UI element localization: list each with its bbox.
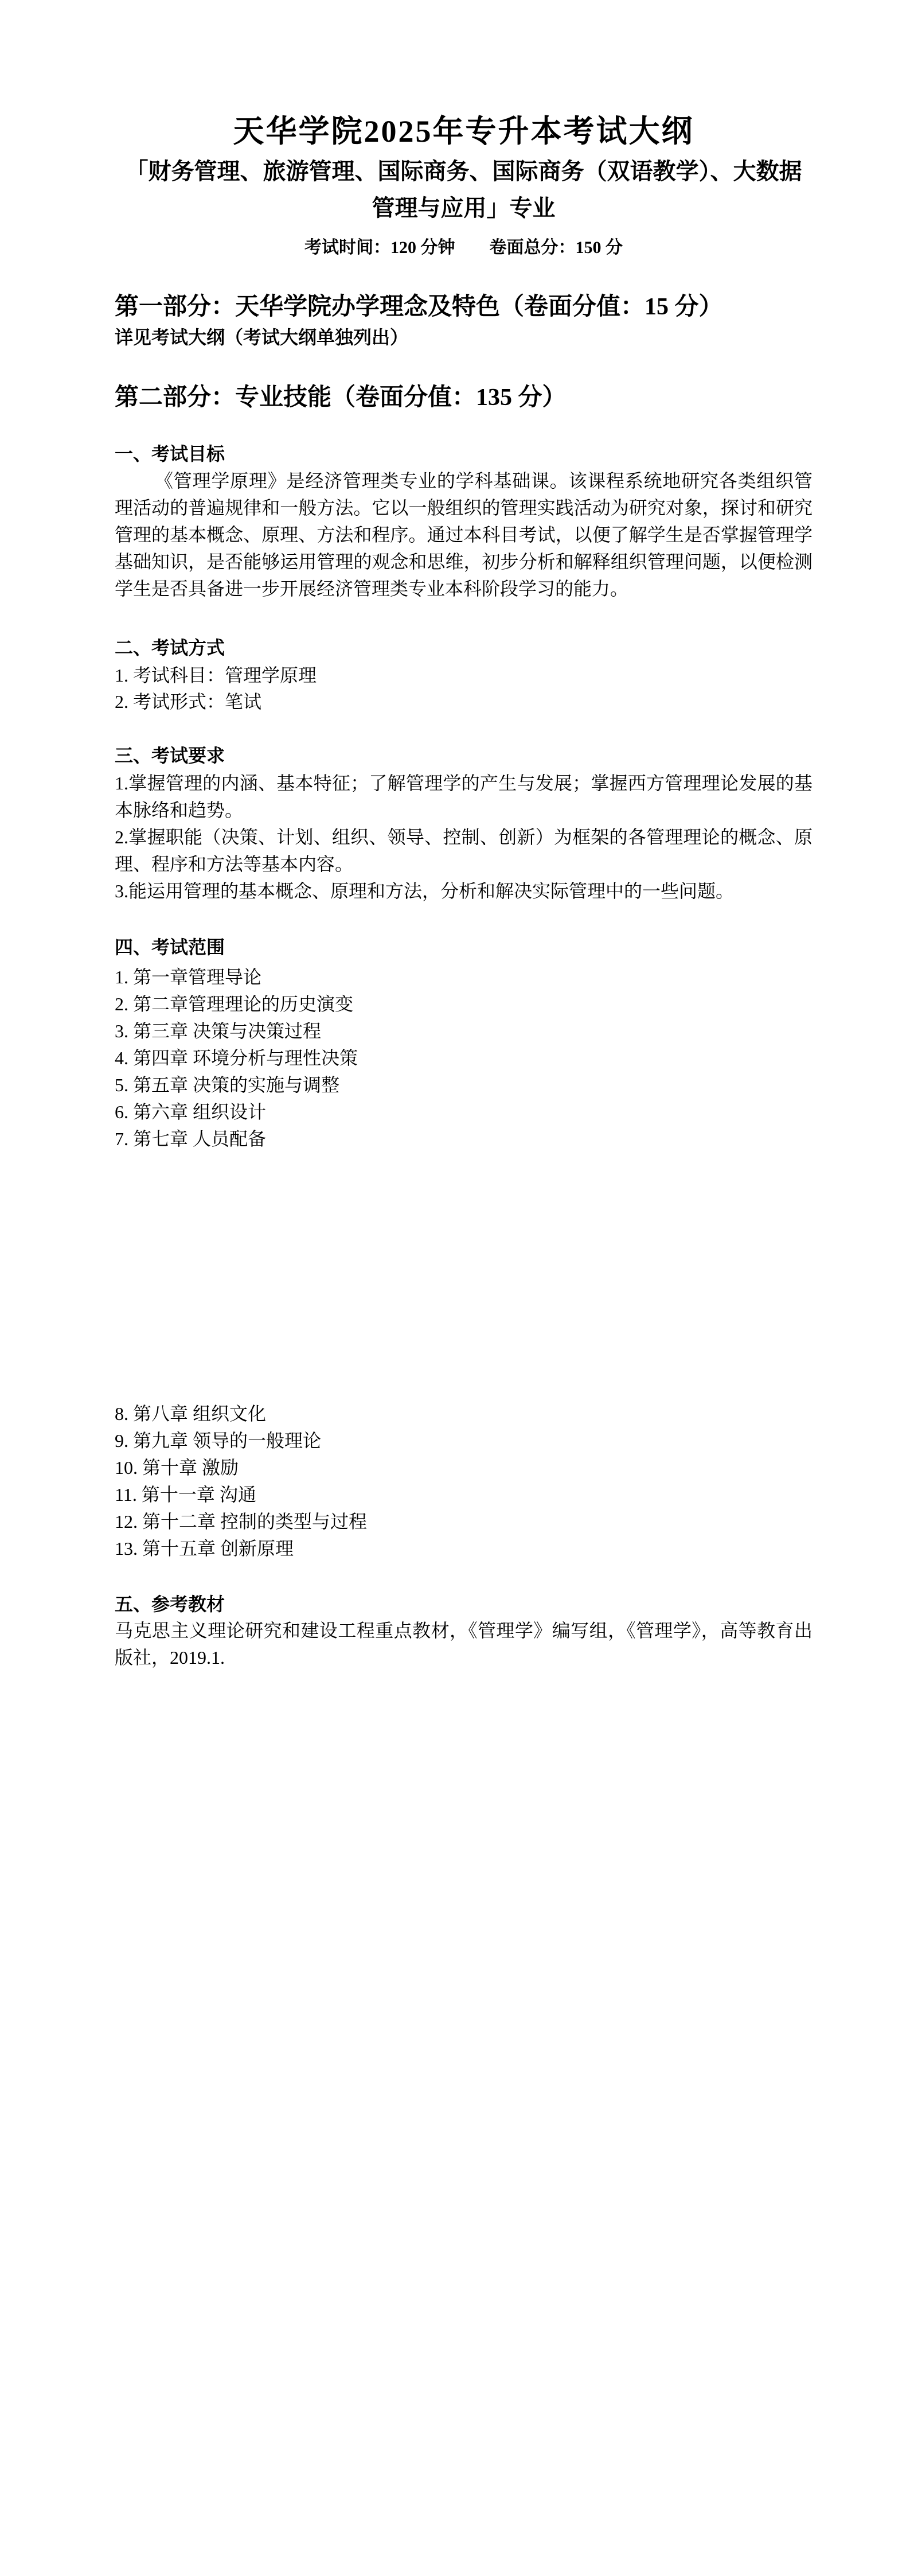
method-item-2: 2. 考试形式：笔试 xyxy=(115,691,262,712)
scope-item-13: 13. 第十五章 创新原理 xyxy=(115,1538,294,1559)
scope-item-5: 5. 第五章 决策的实施与调整 xyxy=(115,1075,340,1095)
subtitle-line-1: 「财务管理、旅游管理、国际商务、国际商务（双语教学）、大数据 xyxy=(125,158,802,184)
scope-item-1: 1. 第一章管理导论 xyxy=(115,967,262,987)
part2-heading: 第二部分：专业技能（卷面分值：135 分） xyxy=(115,384,567,411)
part1-note: 详见考试大纲（考试大纲单独列出） xyxy=(115,327,409,348)
scope-item-11: 11. 第十一章 沟通 xyxy=(115,1484,256,1505)
exam-time-label: 考试时间：120 分钟 xyxy=(304,238,455,257)
scope-item-4: 4. 第四章 环境分析与理性决策 xyxy=(115,1048,358,1068)
method-item-1: 1. 考试科目：管理学原理 xyxy=(115,665,317,686)
reference-paragraph: 马克思主义理论研究和建设工程重点教材，《管理学》编写组，《管理学》，高等教育出版社，2019.1. xyxy=(115,1620,813,1668)
section-requirements-heading: 三、考试要求 xyxy=(115,745,225,766)
scope-item-7: 7. 第七章 人员配备 xyxy=(115,1129,267,1149)
subtitle-line-2: 管理与应用」专业 xyxy=(372,195,556,221)
objective-paragraph: 《管理学原理》是经济管理类专业的学科基础课。该课程系统地研究各类组织管理活动的普遍规律和一般方法。它以一般组织的管理实践活动为研究对象，探讨和研究管理的基本概念、原理、方法和程序。通过本科目考试，以便了解学生是否掌握管理学基础知识，是否能够运用管理的观念和思维，初步分析和解释组织管理问题，以便检测学生是否具备进一步开展经济管理类专业本科阶段学习的能力。 xyxy=(115,470,813,599)
document-title: 天华学院2025年专升本考试大纲 xyxy=(233,114,694,149)
part1-heading: 第一部分：天华学院办学理念及特色（卷面分值：15 分） xyxy=(115,294,723,320)
scope-item-3: 3. 第三章 决策与决策过程 xyxy=(115,1021,322,1041)
scope-list-page2 xyxy=(115,1400,813,1562)
scope-item-8: 8. 第八章 组织文化 xyxy=(115,1403,267,1424)
scope-item-12: 12. 第十二章 控制的类型与过程 xyxy=(115,1511,368,1532)
section-objective-heading: 一、考试目标 xyxy=(115,443,225,464)
scope-list-page1 xyxy=(115,964,813,1153)
total-score-label: 卷面总分：150 分 xyxy=(489,238,623,257)
exam-meta-line xyxy=(115,235,813,261)
requirement-item-1: 1.掌握管理的内涵、基本特征；了解管理学的产生与发展；掌握西方管理理论发展的基本脉络和趋势。 xyxy=(115,773,813,820)
scope-item-6: 6. 第六章 组织设计 xyxy=(115,1102,267,1122)
scope-item-9: 9. 第九章 领导的一般理论 xyxy=(115,1430,322,1451)
document-subtitle xyxy=(115,153,813,227)
requirement-item-3: 3.能运用管理的基本概念、原理和方法，分析和解决实际管理中的一些问题。 xyxy=(115,881,735,901)
section-scope-heading: 四、考试范围 xyxy=(115,937,225,958)
scope-item-2: 2. 第二章管理理论的历史演变 xyxy=(115,994,354,1014)
section-reference-heading: 五、参考教材 xyxy=(115,1594,225,1614)
scope-item-10: 10. 第十章 激励 xyxy=(115,1457,239,1478)
section-method-heading: 二、考试方式 xyxy=(115,637,225,658)
requirement-item-2: 2.掌握职能（决策、计划、组织、领导、控制、创新）为框架的各管理理论的概念、原理、程序和方法等基本内容。 xyxy=(115,827,813,874)
